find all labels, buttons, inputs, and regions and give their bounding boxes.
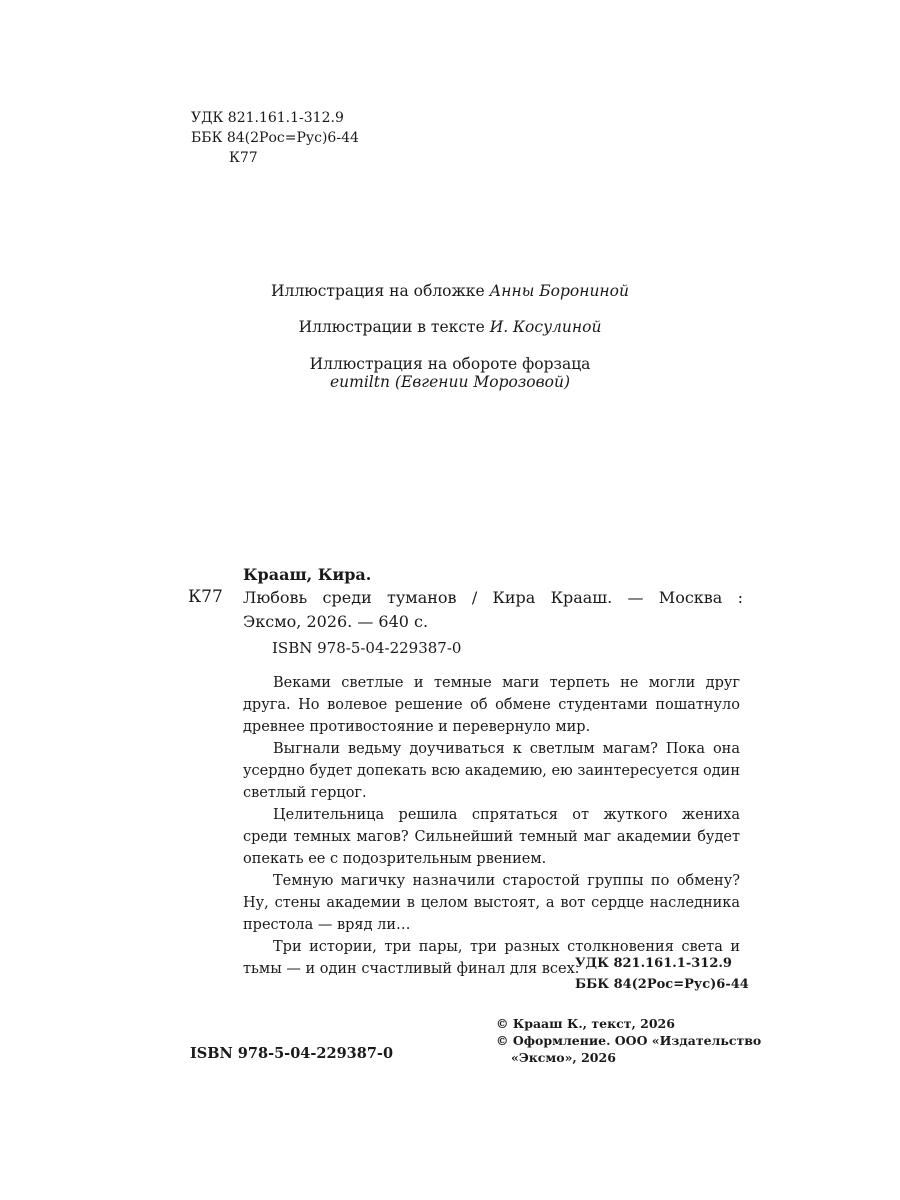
record-publisher-line: Эксмо, 2026. — 640 с. — [243, 612, 429, 631]
record-isbn: ISBN 978-5-04-229387-0 — [272, 639, 462, 657]
record-author: Крааш, Кира. — [243, 565, 372, 584]
annotation — [243, 672, 740, 980]
credit-label: Иллюстрация на обороте форзаца — [309, 355, 591, 373]
endpaper-illustration-credit — [0, 355, 900, 391]
text-illustration-credit — [0, 318, 900, 336]
bbk-code: ББК 84(2Рос=Рус)6-44 — [575, 977, 749, 992]
annotation-paragraph: Темную магичку назначили старостой группы по обмену? Ну, стены академии в целом выстоят, а вот сердце наследника престола — вряд ли… — [243, 873, 740, 933]
bbk-code: ББК 84(2Рос=Рус)6-44 — [191, 130, 359, 146]
record-title-line: Любовь среди туманов / Кира Крааш. — Москва : — [243, 588, 743, 607]
isbn-bottom: ISBN 978-5-04-229387-0 — [190, 1045, 394, 1062]
credit-label: Иллюстрации в тексте — [298, 318, 490, 336]
credit-name: eumiltn (Евгении Морозовой) — [329, 373, 571, 391]
record-author-mark: К77 — [188, 587, 223, 607]
credit-name: Анны Борониной — [489, 282, 629, 300]
copyright-design-cont: «Эксмо», 2026 — [511, 1050, 616, 1065]
credit-label: Иллюстрация на обложке — [271, 282, 490, 300]
annotation-paragraph: Веками светлые и темные маги терпеть не могли друг друга. Но волевое решение об обмене студентами пошатнуло древнее противостояние и перевернуло мир. — [243, 675, 740, 735]
credit-name: И. Косулиной — [489, 318, 602, 336]
copyright-text: © Крааш К., текст, 2026 — [496, 1016, 675, 1031]
annotation-paragraph: Три истории, три пары, три разных столкновения света и тьмы — и один счастливый финал для всех. — [243, 939, 740, 977]
author-mark: К77 — [229, 150, 258, 166]
bottom-classification-codes — [575, 953, 749, 995]
cover-illustration-credit — [0, 282, 900, 300]
top-classification-codes — [191, 108, 359, 168]
udk-code: УДК 821.161.1-312.9 — [191, 110, 344, 126]
copyright-design: © Оформление. ООО «Издательство — [496, 1033, 762, 1048]
annotation-paragraph: Целительница решила спрятаться от жуткого жениха среди темных магов? Сильнейший темный маг академии будет опекать ее с подозрительным рвением. — [243, 807, 740, 867]
copyright-block — [496, 1015, 761, 1066]
annotation-paragraph: Выгнали ведьму доучиваться к светлым магам? Пока она усердно будет допекать всю академию, ею заинтересуется один светлый герцог. — [243, 741, 740, 801]
udk-code: УДК 821.161.1-312.9 — [575, 956, 732, 971]
